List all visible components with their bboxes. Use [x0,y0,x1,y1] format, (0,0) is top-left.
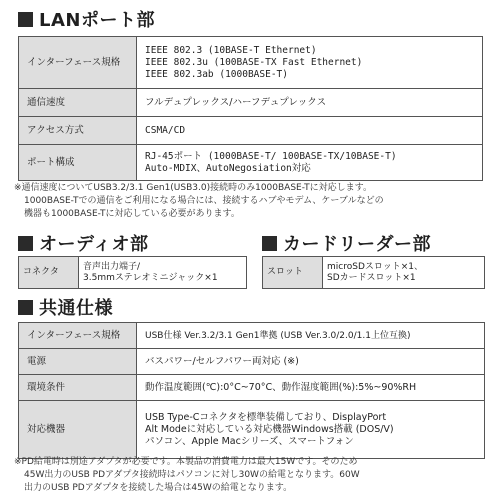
square-bullet-icon [262,236,277,251]
value-line: IEEE 802.3u (100BASE-TX Fast Ethernet) [145,56,363,68]
table-row [19,257,247,289]
table-row [19,145,483,181]
table-row [19,323,485,349]
row-label: 通信速度 [19,89,137,117]
table-row [19,375,485,401]
value-line: RJ-45ポート (1000BASE-T/ 100BASE-TX/10BASE-T) [145,150,397,162]
row-value [137,145,483,181]
row-value [79,257,247,289]
audio-spec-table [18,256,247,289]
value-line: IEEE 802.3 (10BASE-T Ethernet) [145,44,317,56]
row-label: 電源 [19,349,137,375]
table-row [19,37,483,89]
row-value [137,323,485,349]
common-heading [18,296,113,318]
table-row [19,349,485,375]
row-label: インターフェース規格 [19,37,137,89]
row-value [137,89,483,117]
note-line: ※PD給電時は別途アダプタが必要です。本製品の消費電力は最大15Wです。そのため [14,457,358,467]
square-bullet-icon [18,236,33,251]
value-line: CSMA/CD [145,124,186,136]
note-line: 45W出力のUSB PDアダプタ接続時はパソコンに対し30Wの給電となります。60W [24,470,360,480]
card-heading [262,232,431,254]
row-label: インターフェース規格 [19,323,137,349]
row-value [323,257,485,289]
value-line: IEEE 802.3ab (1000BASE-T) [145,68,288,80]
row-label: 対応機器 [19,401,137,459]
audio-heading [18,232,149,254]
row-label: ポート構成 [19,145,137,181]
common-spec-table [18,322,485,459]
table-row [19,117,483,145]
value-line: Auto-MDIX、AutoNegosiation対応 [145,162,311,174]
row-label: スロット [263,257,323,289]
table-row [19,89,483,117]
lan-heading [18,8,155,30]
value-line: USB Type-Cコネクタを標準装備しており、DisplayPort [145,411,387,423]
table-row [19,401,485,459]
value-line: microSDスロット×1、 [327,261,423,272]
card-title: カードリーダー部 [283,234,431,255]
row-label: アクセス方式 [19,117,137,145]
value-line: パソコン、Apple Macシリーズ、スマートフォン [145,435,354,447]
note-line: ※通信速度についてUSB3.2/3.1 Gen1(USB3.0)接続時のみ1000BASE-Tに対応します。 [14,183,372,193]
note-line: 1000BASE-Tでの通信をご利用になる場合には、接続するハブやモデム、ケーブルなどの [24,196,384,206]
value-line: フルデュプレックス/ハーフデュプレックス [145,96,327,108]
lan-note [14,182,384,221]
value-line: 音声出力端子/ [83,261,141,272]
lan-title: LANポート部 [39,10,155,31]
common-note [14,456,360,495]
value-line: SDカードスロット×1 [327,272,416,283]
note-line: 出力のUSB PDアダプタを接続した場合は45Wの給電となります。 [24,483,293,493]
row-value [137,401,485,459]
value-line: バスパワー/セルフパワー両対応 (※) [145,355,299,367]
row-value [137,375,485,401]
lan-spec-table [18,36,483,181]
card-spec-table [262,256,485,289]
value-line: USB仕様 Ver.3.2/3.1 Gen1準拠 (USB Ver.3.0/2.0/1.1上位互換) [145,330,411,341]
audio-title: オーディオ部 [39,234,149,255]
square-bullet-icon [18,300,33,315]
row-label: コネクタ [19,257,79,289]
square-bullet-icon [18,12,33,27]
value-line: 動作温度範囲(℃):0°C~70°C、動作湿度範囲(%):5%~90%RH [145,381,417,393]
row-value [137,349,485,375]
row-value [137,117,483,145]
common-title: 共通仕様 [39,298,113,319]
value-line: Alt Modeに対応している対応機器Windows搭載 (DOS/V) [145,423,394,435]
table-row [263,257,485,289]
row-label: 環境条件 [19,375,137,401]
note-line: 機器も1000BASE-Tに対応している必要があります。 [24,209,240,219]
row-value [137,37,483,89]
value-line: 3.5mmステレオミニジャック×1 [83,272,218,283]
